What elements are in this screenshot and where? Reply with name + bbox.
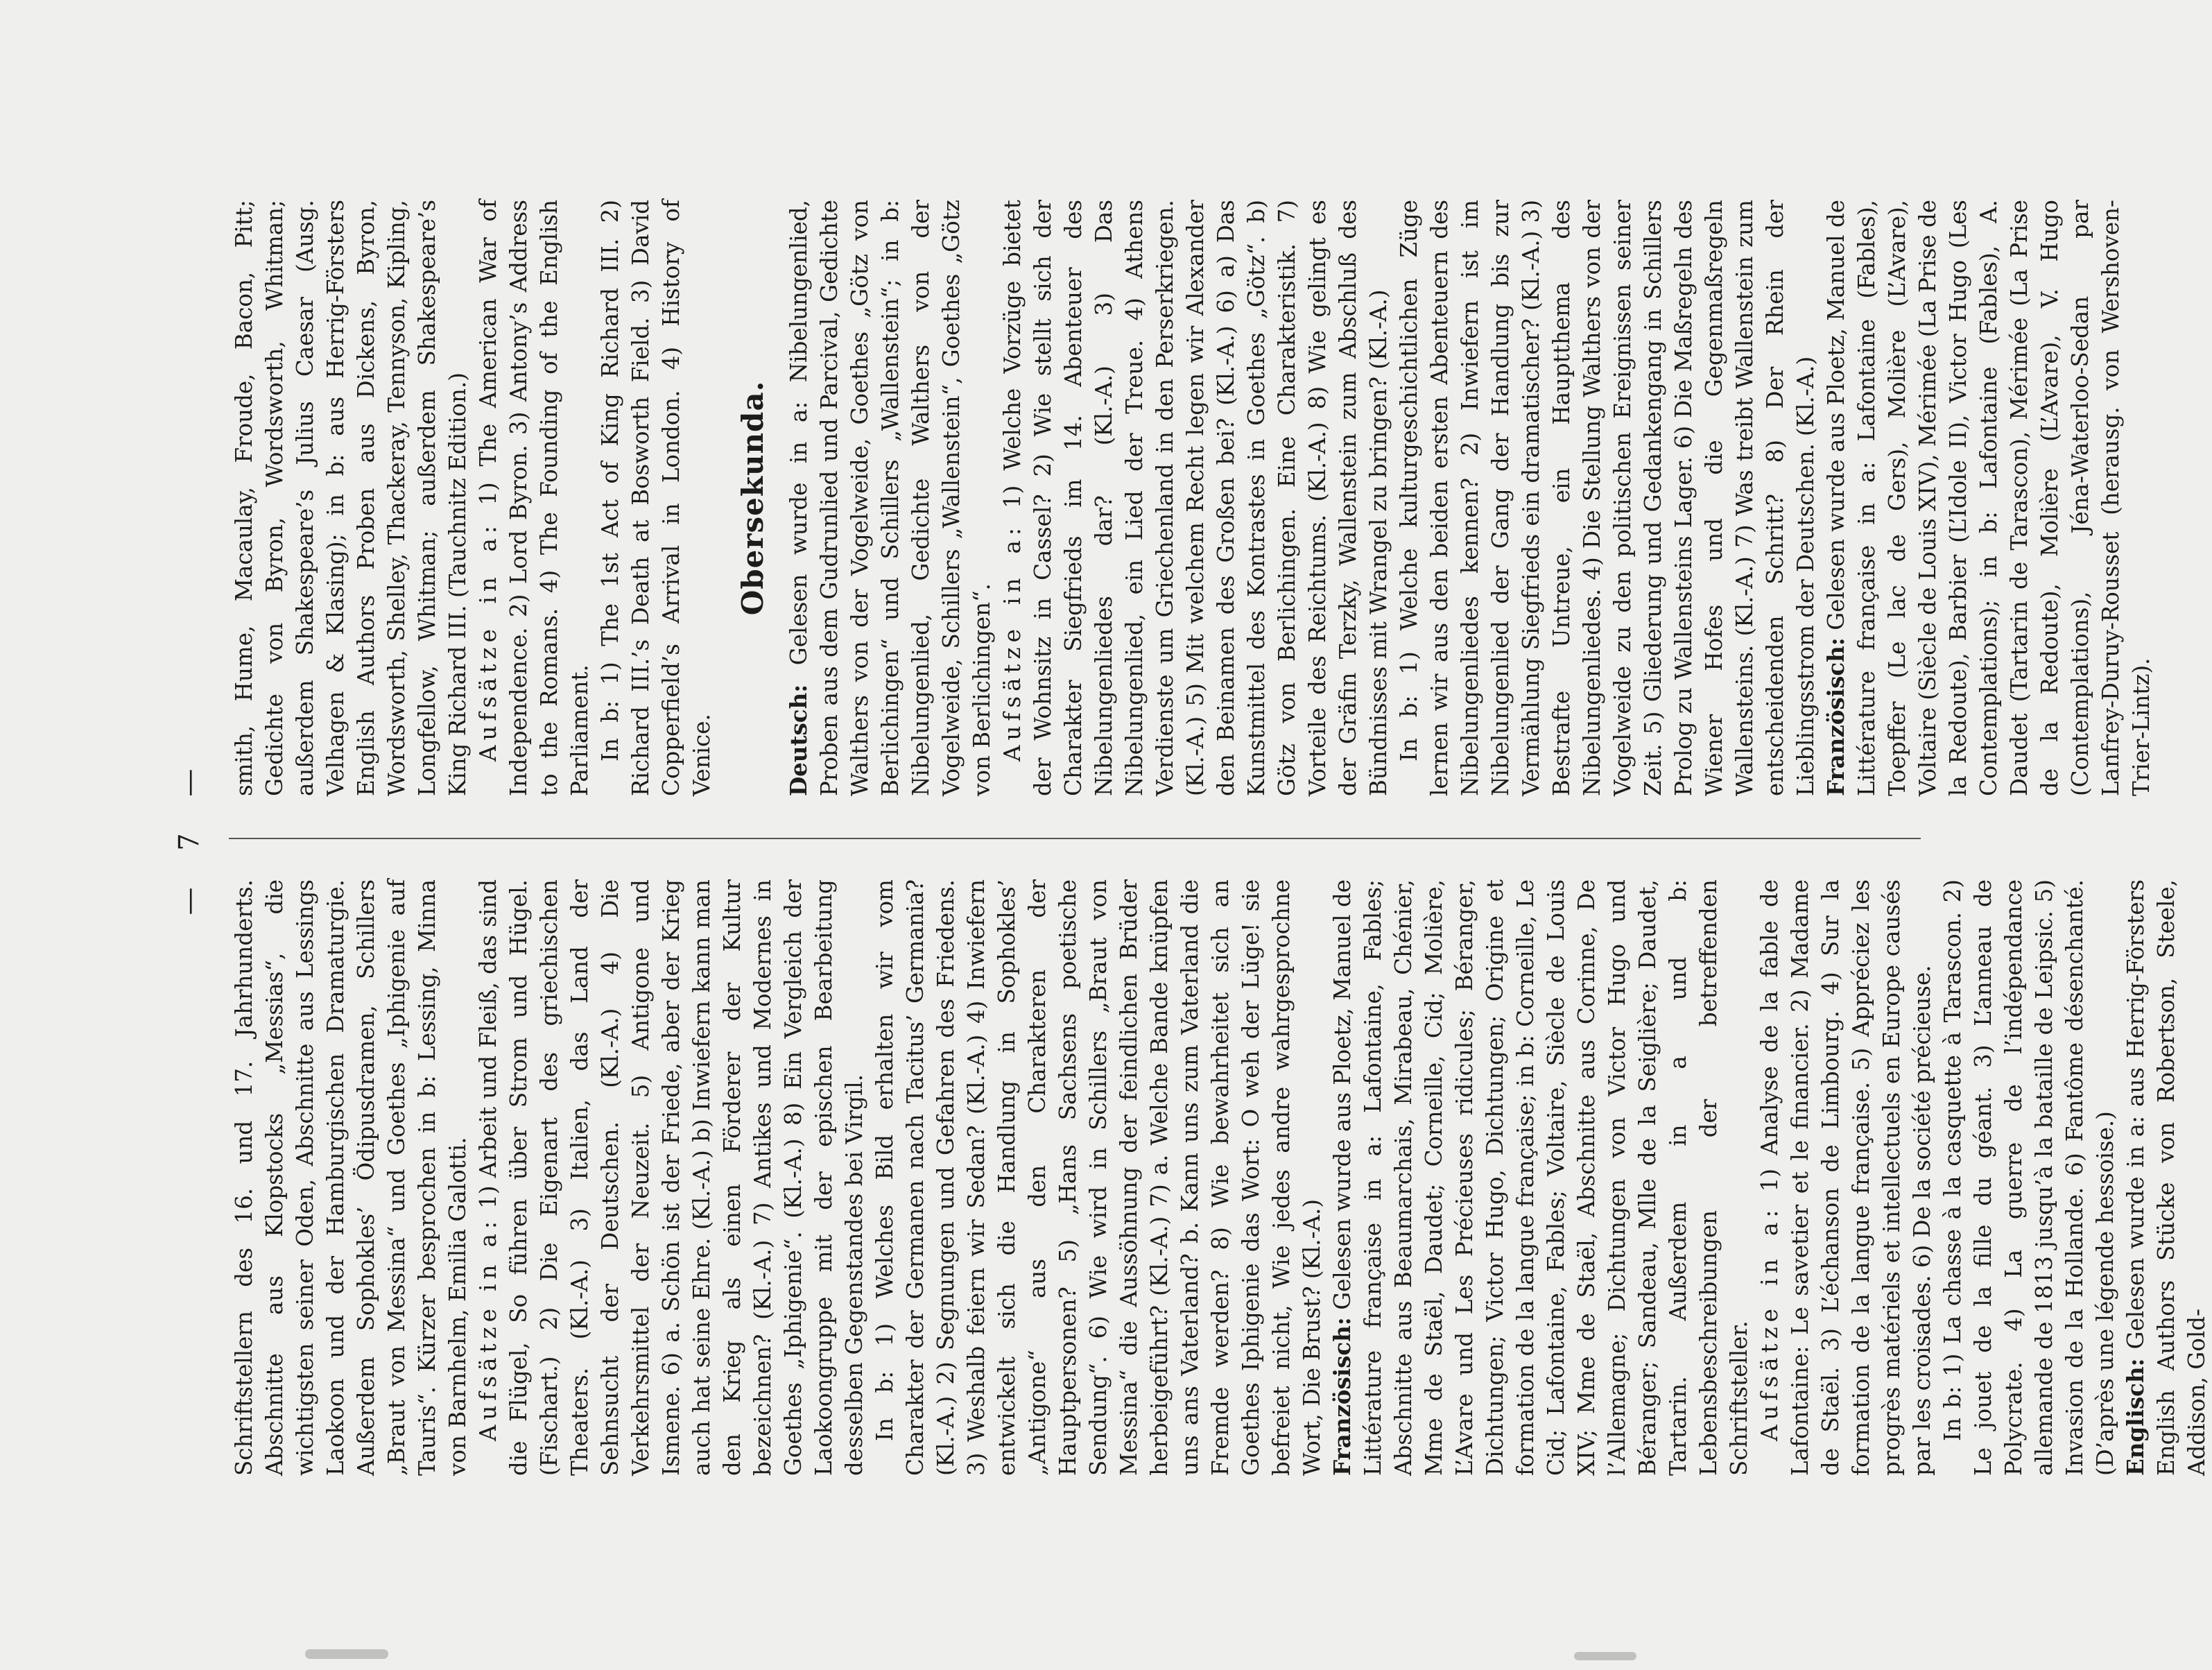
paragraph-text: Gelesen wurde in a: Nibelungenlied, Proben aus dem Gudrunlied und Parcival, Gedichte Walthers von der Vogelweide, Goethes „Götz von Berlichingen“ und Schillers „Wallenstein“; in b: Nibelungenlied, Gedichte Walthers von der Vogelweide, Schillers „Wallenstein“, Goethes „Götz von Berlichingen“. (786, 200, 995, 796)
page-number: — 7 — (173, 755, 205, 915)
paragraph: In b: 1) The 1st Act of King Richard III. 2) Richard III.’s Death at Bosworth Field. 3) David Copperfield’s Arrival in London. 4) History of Venice. (597, 200, 715, 796)
paragraph (1327, 879, 1754, 1476)
subject-heading: Deutsch: (785, 684, 812, 796)
section-lead: Aufsätze in a: (475, 1216, 501, 1441)
paragraph-text: 1) Arbeit und Fleiß, das sind die Flügel, So führen über Strom und Hügel. (Fischart.) 2) Die Eigenart des griechischen Theaters. (Kl.-A.) 3) Italien, das Land der Sehnsucht der Deutschen. (Kl.-A.) 4) Die Verkehrsmittel der Neuzeit. 5) Antigone und Ismene. 6) a. Schön ist der Friede, aber der Krieg auch hat seine Ehre. (Kl.-A.) b) Inwiefern kann man den Krieg als einen Förderer der Kultur bezeichnen? (Kl.-A.) 7) Antikes und Modernes in Goethes „Iphigenie“. (Kl.-A.) 8) Ein Vergleich der Laokoongruppe mit der epischen Bearbeitung desselben Gegenstandes bei Virgil. (475, 879, 867, 1476)
paragraph: Schriftstellern des 16. und 17. Jahrhunderts. Abschnitte aus Klopstocks „Messias“, die wichtigsten seiner Oden, Abschnitte aus Lessings Laokoon und der Hamburgischen Dramaturgie. Außerdem Sophokles’ Ödipusdramen, Schillers „Braut von Messina“ und Goethes „Iphigenie auf Tauris“. Kürzer besprochen in b: Lessing, Minna von Barnhelm, Emilia Galotti. (231, 879, 471, 1476)
section-lead: Aufsätze in a: (475, 521, 501, 761)
paragraph (1821, 200, 2157, 796)
paragraph: smith, Hume, Macaulay, Froude, Bacon, Pitt; Gedichte von Byron, Wordsworth, Whitman; außerdem Shakespeare’s Julius Caesar (Ausg. Velhagen & Klasing); in b: aus Herrig-Försters English Authors Proben aus Dickens, Byron, Wordsworth, Shelley, Thackeray, Tennyson, Kipling, Longfellow, Whitman; außerdem Shakespeare’s King Richard III. (Tauchnitz Edition.) (231, 200, 471, 796)
paragraph (2120, 879, 2212, 1476)
section-heading: Obersekunda. (736, 380, 770, 616)
right-column (229, 199, 2154, 796)
paragraph-text: 1) Welche Vorzüge bietet der Wohnsitz in Cassel? 2) Wie stellt sich der Charakter Siegfrieds im 14. Abenteuer des Nibelungenliedes dar? (Kl.-A.) 3) Das Nibelungenlied, ein Lied der Treue. 4) Athens Verdienste um Griechenland in den Perserkriegen. (Kl.-A.) 5) Mit welchem Recht legen wir Alexander den Beinamen des Großen bei? (Kl.-A.) 6) a) Das Kunstmittel des Kontrastes in Goethes „Götz“. b) Götz von Berlichingen. Eine Charakteristik. 7) Vorteile des Reichtums. (Kl.-A.) 8) Wie gelingt es der Gräfin Terzky, Wallenstein zum Abschluß des Bündnisses mit Wrangel zu bringen? (Kl.-A.) (999, 200, 1392, 796)
paragraph-text: Gelesen wurde aus Ploetz, Manuel de Littérature française in a: Lafontaine, Fables; Abschnitte aus Beaumarchais, Mirabeau, Chénier, Mme de Staël, Daudet; Corneille, Cid; Molière, L’Avare und Les Précieuses ridicules; Béranger, Dichtungen; Victor Hugo, Dichtungen; Origine et formation de la langue française; in b: Corneille, Le Cid; Lafontaine, Fables; Voltaire, Siècle de Louis XIV; Mme de Staël, Abschnitte aus Corinne, De l’Allemagne; Dichtungen von Victor Hugo und Béranger; Sandeau, Mlle de la Seiglière; Daudet, Tartarin. Außerdem in a und b: Lebensbeschreibungen der betreffenden Schriftsteller. (1329, 879, 1752, 1476)
paragraph-text: 1) Analyse de la fable de Lafontaine: Le savetier et le financier. 2) Madame de Staël. 3) L’échanson de Limbourg. 4) Sur la formation de la langue française. 5) Appréciez les progrès matériels et intellectuels en Europe causés par les croisades. 6) De la société précieuse. (1756, 879, 1935, 1476)
paragraph (784, 200, 997, 796)
scan-smudge (1574, 1652, 1636, 1660)
subject-heading: Englisch: (2122, 1358, 2149, 1476)
subject-heading: Französisch: (1329, 1317, 1356, 1476)
scan-smudge (305, 1649, 388, 1659)
paragraph: In b: 1) Welche kulturgeschichtlichen Züge lernen wir aus den beiden ersten Abenteuern des Nibelungenliedes kennen? 2) Inwiefern ist im Nibelungenlied der Gang der Handlung bis zur Vermählung Siegfrieds ein dramatischer? (Kl.-A.) 3) Bestrafte Untreue, ein Hauptthema des Nibelungenliedes. 4) Die Stellung Walthers von der Vogelweide zu den politischen Ereignissen seiner Zeit. 5) Gliederung und Gedankengang in Schillers Prolog zu Wallensteins Lager. 6) Die Maßregeln des Wiener Hofes und die Gegenmaßregeln Wallensteins. (Kl.-A.) 7) Was treibt Wallenstein zum entscheidenden Schritt? 8) Der Rhein der Lieblingsstrom der Deutschen. (Kl.-A.) (1396, 200, 1819, 796)
paragraph: In b: 1) Welches Bild erhalten wir vom Charakter der Germanen nach Tacitus’ Germania? (Kl.-A.) 2) Segnungen und Gefahren des Friedens. 3) Weshalb feiern wir Sedan? (Kl.-A.) 4) Inwiefern entwickelt sich die Handlung in Sophokles’ „Antigone“ aus den Charakteren der Hauptpersonen? 5) „Hans Sachsens poetische Sendung“. 6) Wie wird in Schillers „Braut von Messina“ die Aussöhnung der feindlichen Brüder herbeigeführt? (Kl.-A.) 7) a. Welche Bande knüpfen uns ans Vaterland? b. Kann uns zum Vaterland die Fremde werden? 8) Wie bewahrheitet sich an Goethes Iphigenie das Wort: O weh der Lüge! sie befreiet nicht, Wie jedes andre wahrgesprochne Wort, Die Brust? (Kl.-A.) (872, 879, 1325, 1476)
paragraph (473, 879, 870, 1476)
left-column (229, 879, 2210, 1476)
section-lead: Aufsätze in a: (1756, 1205, 1783, 1441)
subject-heading: Französisch: (1822, 637, 1849, 796)
column-divider (229, 838, 1921, 839)
section-lead: Aufsätze in a: (999, 523, 1026, 761)
paragraph (1754, 879, 1937, 1476)
paragraph (473, 200, 595, 796)
paragraph: In b: 1) La chasse à la casquette à Tarascon. 2) Le jouet de la fille du géant. 3) L’anneau de Polycrate. 4) La guerre de l’indépendance allemande de 1813 jusqu’à la bataille de Leipsic. 5) Invasion de la Hollande. 6) Fantôme désenchanté. (D’après une légende hessoise.) (1939, 879, 2118, 1476)
paragraph (997, 200, 1394, 796)
paragraph-text: Gelesen wurde aus Ploetz, Manuel de Littérature française in a: Lafontaine (Fables), Toepffer (Le lac de Gers), Molière (L’Avare), Voltaire (Siècle de Louis XIV), Mérimée (La Prise de la Redoute), Barbier (L’Idole II), Victor Hugo (Les Contemplations); in b: Lafontaine (Fables), A. Daudet (Tartarin de Tarascon), Mérimée (La Prise de la Redoute), Molière (L’Avare), V. Hugo (Contemplations), Jéna-Waterloo-Sedan par Lanfrey-Duruy-Rousset (herausg. von Wershoven-Trier-Lintz). (1823, 200, 2154, 796)
paragraph-text: 1) The American War of Independence. 2) Lord Byron. 3) Antony’s Address to the Romans. 4) The Founding of the English Parliament. (475, 199, 593, 796)
paragraph-text: Gelesen wurde in a: aus Herrig-Försters English Authors Stücke von Robertson, Steele, Addison, Gold- (2123, 879, 2210, 1476)
